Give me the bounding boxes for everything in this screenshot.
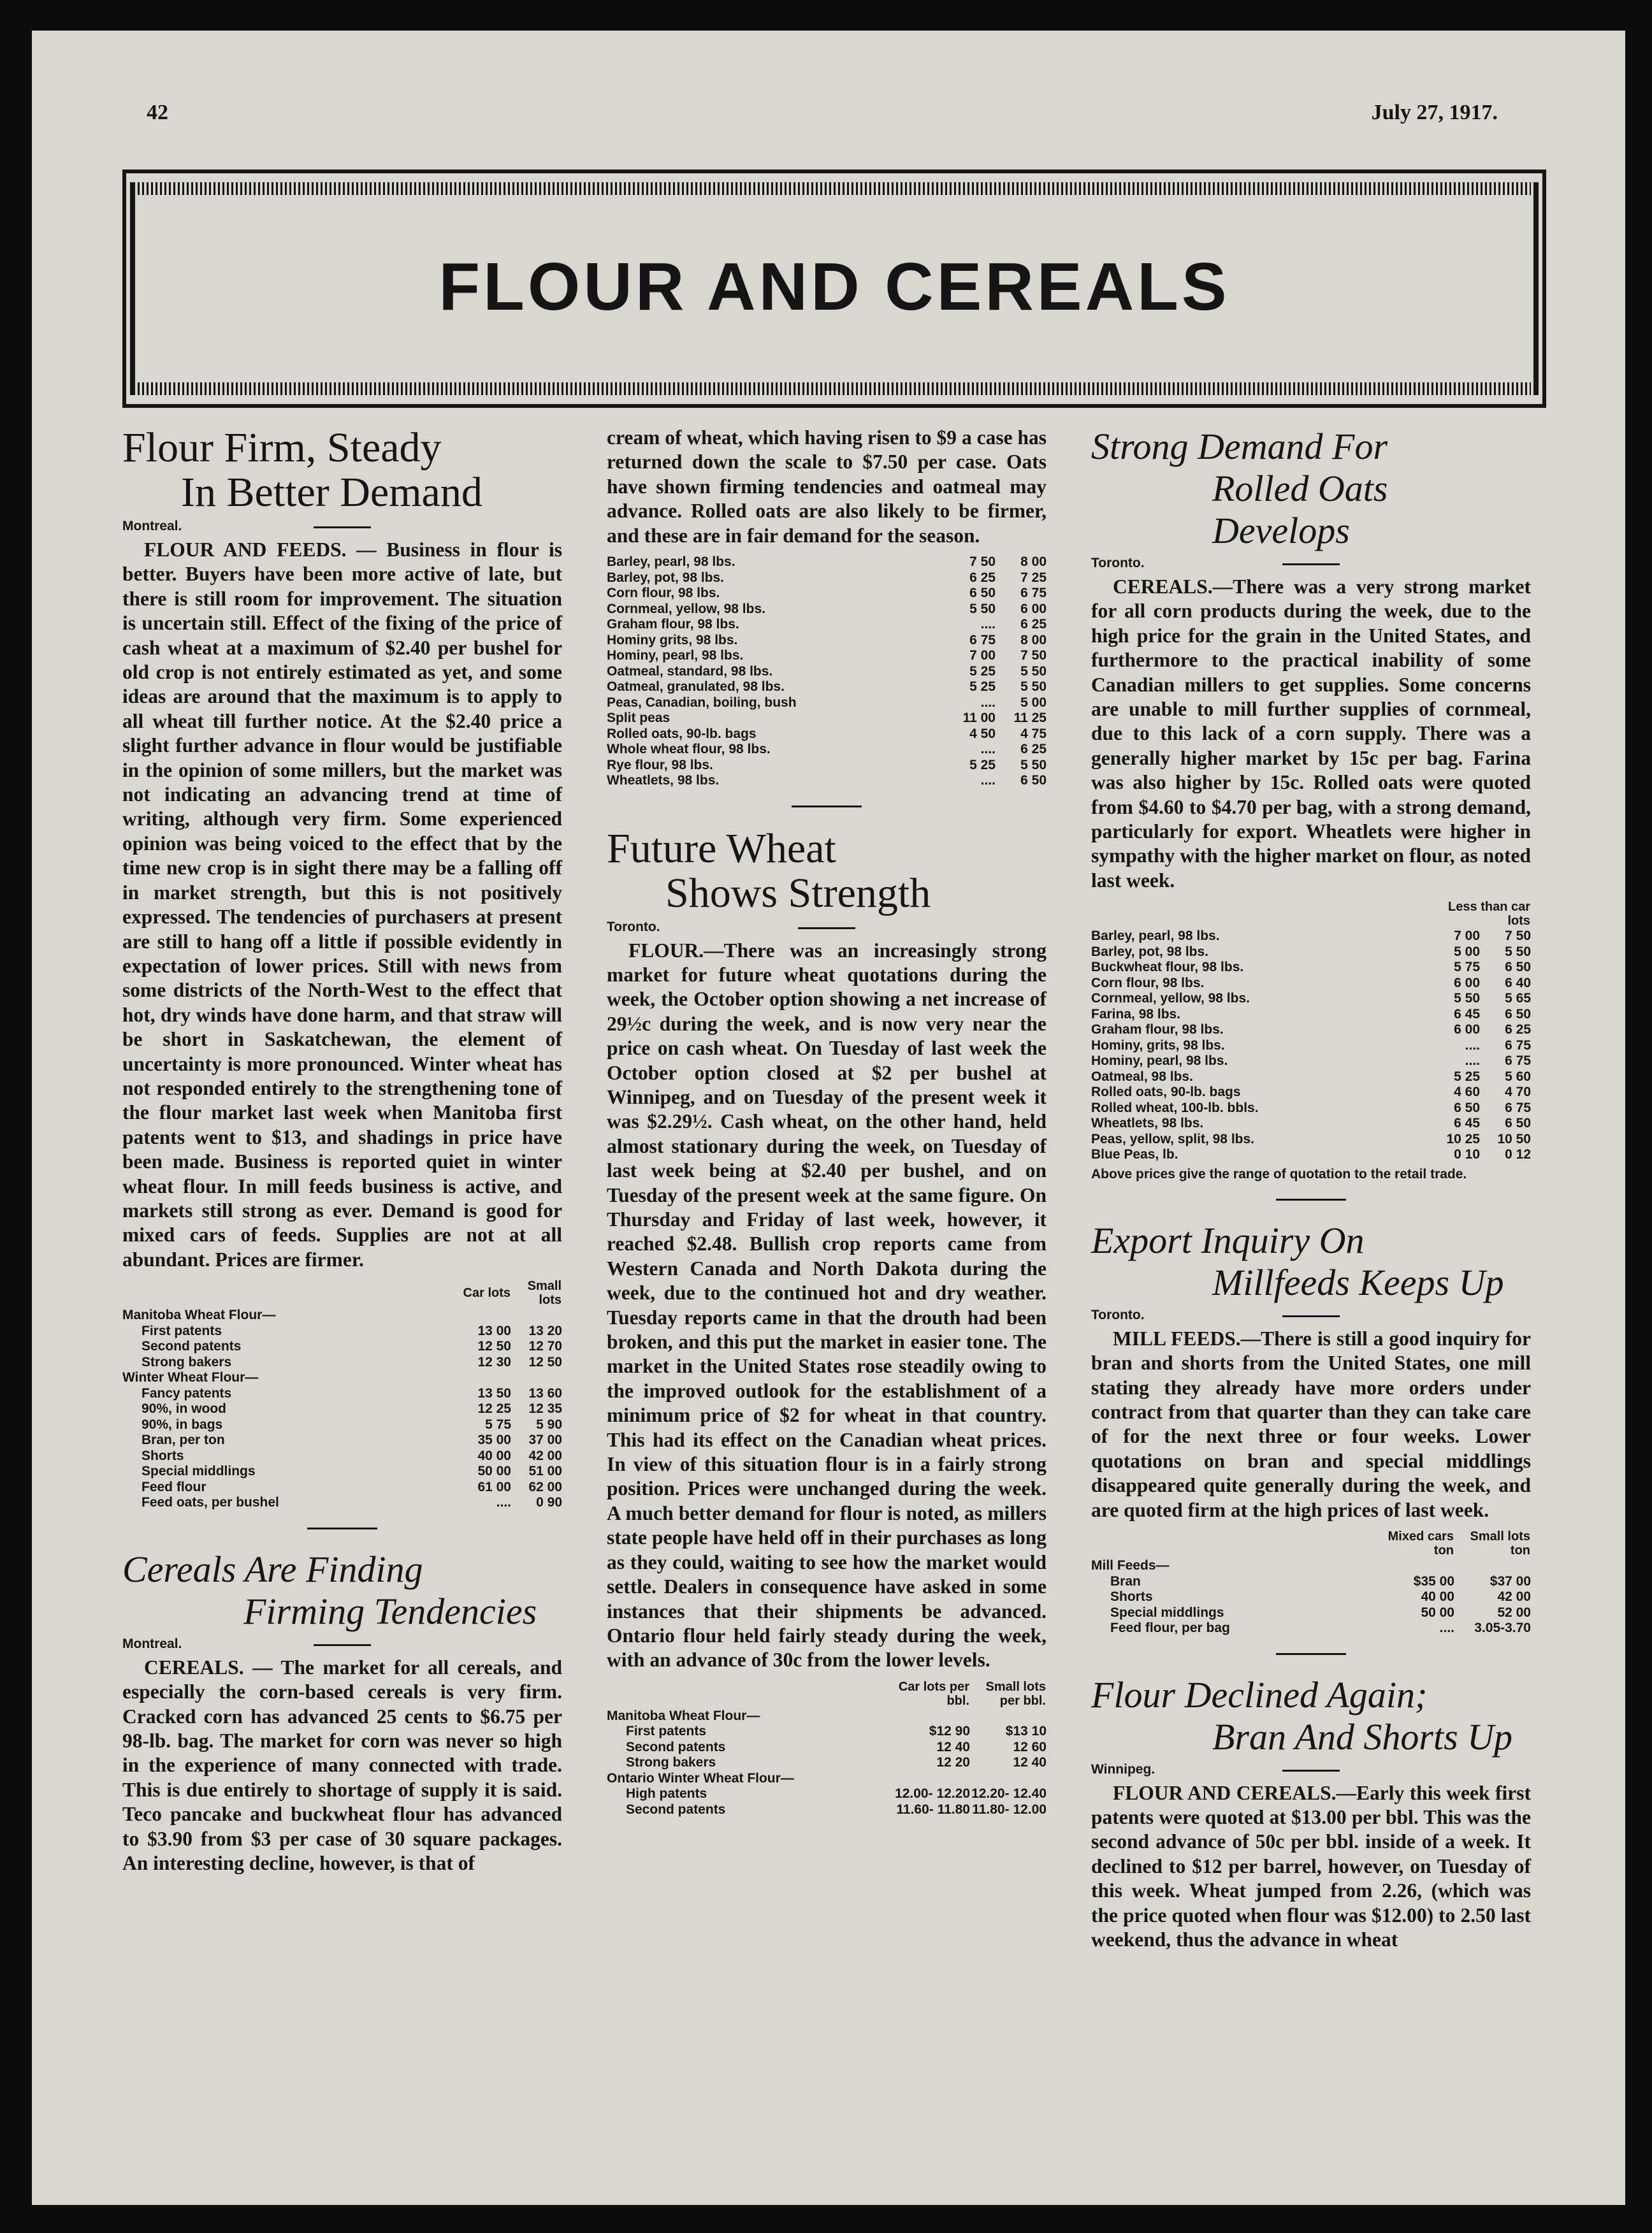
price-table [1091,899,1531,1163]
dateline: Toronto. [607,920,1047,939]
column-header: Small lots per bbl. [985,1679,1046,1708]
headline-line-1: Future Wheat [607,825,836,872]
table-row: Feed oats, per bushel .... 0 90 [141,1495,562,1510]
column-header: Small lots ton [1470,1529,1530,1558]
column-3 [1091,426,1531,1952]
price-table [1091,1529,1531,1637]
table-row: Strong bakers 12 30 12 50 [141,1354,562,1369]
table-row: 90%, in wood 12 25 12 35 [141,1401,562,1417]
article-divider [792,806,862,807]
table-row: Peas, Canadian, boiling, bush .... 5 00 [607,695,1047,710]
table-row: Corn flour, 98 lbs. 6 50 6 75 [607,586,1047,601]
headline-line-2: Bran And Shorts Up [1212,1716,1513,1758]
table-row: Hominy grits, 98 lbs. 6 75 8 00 [607,632,1047,647]
table-group-label: Winter Wheat Flour— [122,1370,259,1385]
table-row: Second patents 12 40 12 60 [626,1739,1047,1754]
dateline: Montreal. [122,519,562,538]
table-row: Barley, pearl, 98 lbs. 7 00 7 50 [1091,929,1531,944]
table-row: Graham flour, 98 lbs. .... 6 25 [607,617,1047,632]
headline-line-2: Shows Strength [665,869,931,916]
article-body: FLOUR AND CEREALS.—Early this week first patents were quoted at $13.00 per bbl. This was the second advance of 50c per bbl. inside of a week. It declined to $12 per barrel, however, on Tuesday of this week. Wheat jumped from 2.26, (which was the price quoted when flour was $12.00) to 2.50 last weekend, thus the advance in wheat [1091,1781,1531,1951]
headline-line-2: Firming Tendencies [243,1590,537,1632]
column-2 [607,426,1047,1821]
article-divider [1276,1653,1346,1655]
price-table [607,554,1047,789]
article-divider [1276,1199,1346,1201]
table-row: Special middlings 50 00 51 00 [141,1464,562,1479]
article-body: FLOUR.—There was an increasingly strong market for future wheat quotations during the week, the October option showing a net increase of 29½c during the week, and is now very near the price on cash wheat. On Tuesday of last week the October option closed at $2 per bushel at Winnipeg, and on Tuesday of the present week it was $2.29½. Cash wheat, on the other hand, held almost stationary during the week, on Tuesday of last week being at $2.40 per bushel, and on Tuesday of the present week at the same figure. On Thursday and Friday of last week, however, it reached $2.48. Bullish crop reports came from Western Canada and North Dakota during the week, due to the continued hot and dry weather. Tuesday reports came in that the drouth had been broken, and this put the market in easier tone. The market in the United States rose steadily owing to the improved outlook for the establishment of a minimum price of $2 for wheat in that country. This had its effect on the Canadian wheat prices. In view of this situation flour is in a fairly strong position. Prices were unchanged during the week. A much better demand for flour is noted, as millers state people have held off in their purchases as long as they could, waiting to see how the market would settle. Dealers in consequence have asked in some instances that their shipments be advanced. Ontario flour held fairly steady during the week, with an advance of 30c from the lower levels. [607,939,1047,1672]
table-row: Cornmeal, yellow, 98 lbs. 5 50 5 65 [1091,991,1531,1006]
magazine-page [32,31,1625,2205]
column-header: Mixed cars ton [1388,1529,1454,1558]
price-table [122,1278,562,1511]
table-row: Rolled oats, 90-lb. bags 4 50 4 75 [607,726,1047,741]
table-row: Strong bakers 12 20 12 40 [626,1755,1047,1770]
table-row: Cornmeal, yellow, 98 lbs. 5 50 6 00 [607,601,1047,616]
table-group-label: Manitoba Wheat Flour— [607,1708,760,1723]
table-row: Fancy patents 13 50 13 60 [141,1385,562,1401]
table-row: Bran $35 00 $37 00 [1110,1573,1531,1589]
table-row: Whole wheat flour, 98 lbs. .... 6 25 [607,742,1047,757]
column-1 [122,426,562,1875]
headline-line-1: Flour Declined Again; [1091,1673,1428,1716]
table-row: High patents 12.00- 12.20 12.20- 12.40 [626,1786,1047,1802]
banner-bottom-ornament [138,382,1531,395]
article-divider [307,1528,377,1529]
table-row: Shorts 40 00 42 00 [1110,1589,1531,1605]
price-table [607,1679,1047,1818]
table-row: First patents $12 90 $13 10 [626,1724,1047,1739]
table-row: Feed flour 61 00 62 00 [141,1479,562,1494]
table-row: Farina, 98 lbs. 6 45 6 50 [1091,1006,1531,1022]
headline-line-2: Rolled Oats Develops [1212,468,1388,551]
article-headline [1091,1674,1531,1758]
table-row: Oatmeal, standard, 98 lbs. 5 25 5 50 [607,663,1047,679]
headline-line-2: In Better Demand [181,469,482,516]
article-body: MILL FEEDS.—There is still a good inquiry for bran and shorts from the United States, one mill stating they already have more orders under contract from that quarter than they can take care of for the next three or four weeks. Lower quotations on bran and special middlings disappeared quite generally during the week, and are quoted firm at the high prices of last week. [1091,1327,1531,1521]
article-body: FLOUR AND FEEDS. — Business in flour is better. Buyers have been more active of late, but there is still room for improvement. The situation is uncertain still. Effect of the fixing of the price of cash wheat at a maximum of $2.40 per bushel for old crop is not entirely estimated as yet, and some ideas are around that the maximum is to apply to all wheat till further notice. At the $2.40 price a slight further advance in flour would be justifiable in the opinion of some millers, but the market was not indicating an advancing trend at time of writing, although very firm. Some experienced opinion was being voiced to the effect that by the time new crop is in sight there may be a falling off in market strength, but this is not positively expressed. The tendencies of purchasers at present are still to hang off a little if possible evidently in expectation of lower prices. Still with news from some districts of the North-West to the effect that hot, dry winds have done harm, and that straw will be short in Saskatchewan, the element of uncertainty is more pronounced. Winter wheat has not responded entirely to the strengthening tone of the flour market last week when Manitoba first patents went to $13, and shadings in price have been made. Business is reported quiet in winter wheat flour. In mill feeds business is active, and markets still strong as ever. Demand is good for mixed cars of feeds. Supplies are not at all abundant. Prices are firmer. [122,538,562,1271]
table-row: Oatmeal, 98 lbs. 5 25 5 60 [1091,1069,1531,1084]
table-row: Rolled wheat, 100-lb. bbls. 6 50 6 75 [1091,1100,1531,1115]
column-header: Small lots [527,1279,562,1308]
table-group-label: Manitoba Wheat Flour— [122,1308,276,1323]
table-row: Barley, pot, 98 lbs. 5 00 5 50 [1091,944,1531,959]
table-row: Buckwheat flour, 98 lbs. 5 75 6 50 [1091,960,1531,975]
table-note: Above prices give the range of quotation to the retail trade. [1091,1166,1467,1182]
dateline: Winnipeg. [1091,1762,1531,1781]
headline-line-1: Cereals Are Finding [122,1548,423,1590]
article-headline [1091,1220,1531,1304]
table-row: Hominy, grits, 98 lbs. .... 6 75 [1091,1037,1531,1053]
section-banner [122,170,1546,408]
table-row: Feed flour, per bag .... 3.05-3.70 [1110,1621,1531,1636]
article-body: CEREALS. — The market for all cereals, and especially the corn-based cereals is very firm. Cracked corn has advanced 25 cents to $6.75 per 98-lb. bag. The market for corn was never so high in the experience of many connected with trade. This is due entirely to shortage of supply it is said. Teco pancake and buckwheat flour has advanced to $3.90 from $3 per case of 30 square packages. An interesting decline, however, is that of [122,1656,562,1874]
table-row: Shorts 40 00 42 00 [141,1448,562,1463]
table-row: Bran, per ton 35 00 37 00 [141,1433,562,1448]
page-number: 42 [147,101,168,124]
table-row: 90%, in bags 5 75 5 90 [141,1417,562,1432]
table-row: Barley, pot, 98 lbs. 6 25 7 25 [607,570,1047,585]
article-body-continued: cream of wheat, which having risen to $9 a case has returned down the scale to $7.50 per case. Oats have shown firming tendencies and oatmeal may advance. Rolled oats are also likely to be firmer, and these are in fair demand for the season. [607,426,1047,547]
table-row: Second patents 12 50 12 70 [141,1339,562,1354]
article-body: CEREALS.—There was a very strong market for all corn products during the week, due to the high price for the grain in the United States, and furthermore to the practical inability of some Canadian millers to get supplies. Some concerns are unable to mill further supplies of cornmeal, due to this lack of a corn supply. There was a generally higher market by 15c per bag. Farina was also higher by 15c. Rolled oats were quoted from $4.60 to $4.70 per bag, with a strong demand, particularly for export. Wheatlets were higher in sympathy with the higher market on flour, as noted last week. [1091,575,1531,892]
table-row: Rye flour, 98 lbs. 5 25 5 50 [607,757,1047,772]
table-row: Corn flour, 98 lbs. 6 00 6 40 [1091,975,1531,990]
table-row: Special middlings 50 00 52 00 [1110,1605,1531,1620]
table-group-label: Ontario Winter Wheat Flour— [607,1770,794,1786]
table-row: Rolled oats, 90-lb. bags 4 60 4 70 [1091,1085,1531,1100]
column-header: Less than car lots [1448,900,1530,929]
table-row: Split peas 11 00 11 25 [607,711,1047,726]
table-row: Blue Peas, lb. 0 10 0 12 [1091,1147,1531,1162]
article-headline [607,827,1047,916]
table-row: First patents 13 00 13 20 [141,1323,562,1338]
table-row: Graham flour, 98 lbs. 6 00 6 25 [1091,1022,1531,1037]
headline-line-1: Flour Firm, Steady [122,424,442,471]
table-row: Hominy, pearl, 98 lbs. 7 00 7 50 [607,648,1047,663]
banner-top-ornament [138,182,1531,195]
section-title: FLOUR AND CEREALS [438,249,1230,324]
table-row: Wheatlets, 98 lbs. .... 6 50 [607,773,1047,788]
dateline: Toronto. [1091,1308,1531,1327]
headline-line-1: Strong Demand For [1091,426,1388,467]
column-header: Car lots per bbl. [898,1679,969,1708]
table-row: Barley, pearl, 98 lbs. 7 50 8 00 [607,554,1047,570]
headline-line-1: Export Inquiry On [1091,1219,1365,1261]
article-headline [122,1549,562,1633]
table-row: Wheatlets, 98 lbs. 6 45 6 50 [1091,1116,1531,1131]
dateline: Montreal. [122,1637,562,1656]
table-row: Oatmeal, granulated, 98 lbs. 5 25 5 50 [607,679,1047,695]
headline-line-2: Millfeeds Keeps Up [1212,1261,1504,1303]
issue-date: July 27, 1917. [1371,101,1498,124]
column-header: Car lots [463,1286,511,1301]
table-group-label: Mill Feeds— [1091,1558,1170,1573]
dateline: Toronto. [1091,556,1531,575]
table-row: Second patents 11.60- 11.80 11.80- 12.00 [626,1802,1047,1817]
article-headline [122,426,562,515]
table-row: Peas, yellow, split, 98 lbs. 10 25 10 50 [1091,1131,1531,1146]
article-headline [1091,426,1531,552]
table-row: Hominy, pearl, 98 lbs. .... 6 75 [1091,1053,1531,1069]
